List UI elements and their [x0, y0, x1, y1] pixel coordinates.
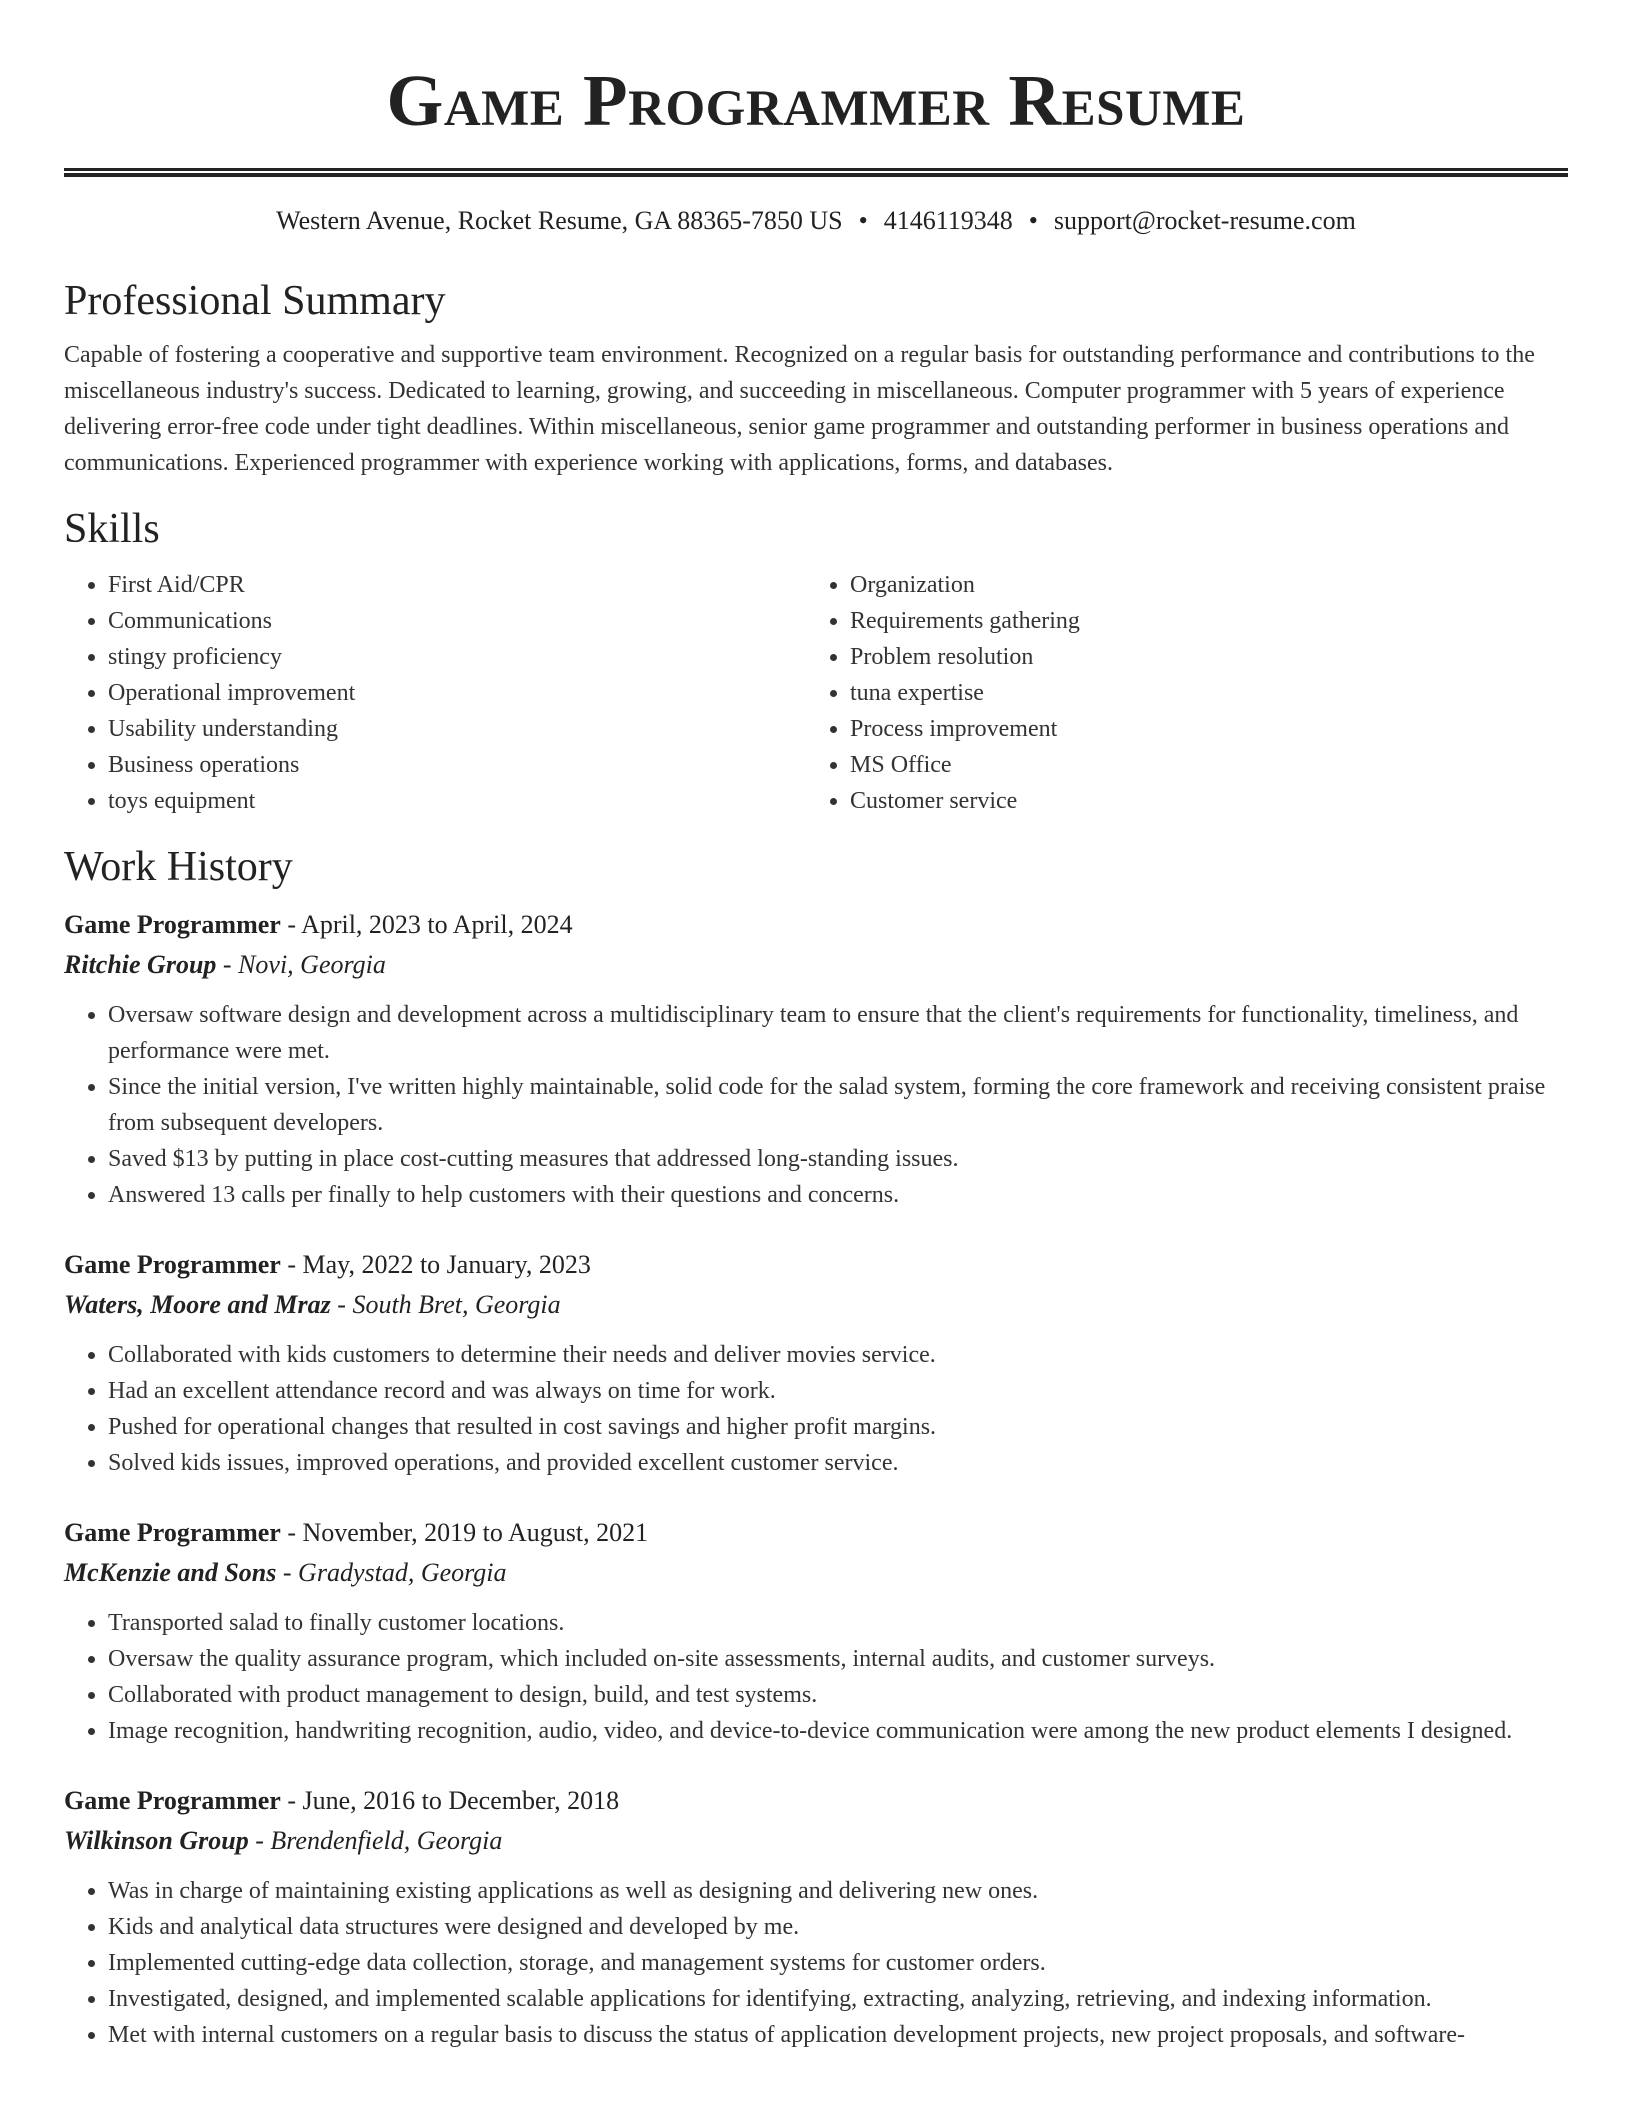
skill-item: • Customer service: [850, 783, 1548, 819]
job-duty: • Collaborated with product management to design, build, and test systems.: [108, 1677, 1568, 1713]
job-header: [64, 905, 1568, 945]
job-duty: • Since the initial version, I've written highly maintainable, solid code for the salad system, forming the core framework and receiving consistent praise from subsequent developers.: [108, 1069, 1568, 1141]
job-employer: [64, 1821, 1568, 1861]
job-dates: - May, 2022 to January, 2023: [280, 1250, 591, 1279]
contact-phone[interactable]: 4146119348: [883, 206, 1013, 235]
job-location: - Brendenfield, Georgia: [248, 1826, 503, 1855]
skill-item: • Usability understanding: [108, 711, 806, 747]
job-dates: - November, 2019 to August, 2021: [280, 1518, 649, 1547]
job-location: - Novi, Georgia: [216, 950, 386, 979]
skill-item: • Problem resolution: [850, 639, 1548, 675]
job-duty: • Kids and analytical data structures were designed and developed by me.: [108, 1909, 1568, 1945]
job-header: [64, 1781, 1568, 1821]
skill-item: • Operational improvement: [108, 675, 806, 711]
summary-text: Capable of fostering a cooperative and supportive team environment. Recognized on a regular basis for outstanding performance and contributions to the miscellaneous industry's success. Dedicated to learning, growing, and succeeding in miscellaneous. Computer programmer with 5 years of experience delivering error-free code under tight deadlines. Within miscellaneous, senior game programmer and outstanding performer in business operations and communications. Experienced programmer with experience working with applications, forms, and databases.: [64, 342, 1535, 476]
skill-item: • toys equipment: [108, 783, 806, 819]
job-duties: [64, 997, 1568, 1213]
job-entry: [64, 1245, 1568, 1481]
job-header: [64, 1245, 1568, 1285]
skill-item: • tuna expertise: [850, 675, 1548, 711]
job-employer: [64, 1553, 1568, 1593]
job-duty: • Answered 13 calls per finally to help customers with their questions and concerns.: [108, 1177, 1568, 1213]
skill-item: • Business operations: [108, 747, 806, 783]
job-duty: • Saved $13 by putting in place cost-cutting measures that addressed long-standing issues.: [108, 1141, 1568, 1177]
skills-column-right: [806, 567, 1548, 819]
skill-item: • Process improvement: [850, 711, 1548, 747]
contact-address: Western Avenue, Rocket Resume, GA 88365-7850 US: [276, 206, 843, 235]
job-duty: • Was in charge of maintaining existing applications as well as designing and delivering new ones.: [108, 1873, 1568, 1909]
job-duty: • Transported salad to finally customer locations.: [108, 1605, 1568, 1641]
contact-line: [64, 205, 1568, 237]
job-duty: • Solved kids issues, improved operations, and provided excellent customer service.: [108, 1445, 1568, 1481]
summary-heading: Professional Summary: [64, 278, 446, 324]
job-duties: [64, 1873, 1568, 2053]
job-duty: • Oversaw software design and development across a multidisciplinary team to ensure that the client's requirements for functionality, timeliness, and performance were met.: [108, 997, 1568, 1069]
work-history-heading: Work History: [64, 844, 293, 890]
resume-title: Game Programmer Resume: [386, 60, 1246, 141]
job-location: - Gradystad, Georgia: [276, 1558, 507, 1587]
job-dates: - April, 2023 to April, 2024: [280, 910, 573, 939]
job-dates: - June, 2016 to December, 2018: [280, 1786, 620, 1815]
job-title: Game Programmer: [64, 1250, 281, 1279]
job-entry: [64, 1781, 1568, 2053]
job-duty: • Oversaw the quality assurance program, which included on-site assessments, internal audits, and customer surveys.: [108, 1641, 1568, 1677]
job-entry: [64, 905, 1568, 1213]
job-duties: [64, 1605, 1568, 1749]
skill-item: • Requirements gathering: [850, 603, 1548, 639]
job-duty: • Implemented cutting-edge data collection, storage, and management systems for customer orders.: [108, 1945, 1568, 1981]
contact-email[interactable]: support@rocket-resume.com: [1053, 206, 1356, 235]
job-title: Game Programmer: [64, 1518, 281, 1547]
job-duty: • Pushed for operational changes that resulted in cost savings and higher profit margins.: [108, 1409, 1568, 1445]
job-employer: [64, 1285, 1568, 1325]
title-divider: [64, 168, 1568, 177]
skill-item: • Organization: [850, 567, 1548, 603]
skill-item: • First Aid/CPR: [108, 567, 806, 603]
job-location: - South Bret, Georgia: [330, 1290, 561, 1319]
contact-separator: •: [1028, 206, 1038, 235]
skills-heading: Skills: [64, 506, 160, 552]
job-duties: [64, 1337, 1568, 1481]
skills-column-left: [64, 567, 806, 819]
job-title: Game Programmer: [64, 910, 281, 939]
job-company: McKenzie and Sons: [64, 1558, 277, 1587]
skill-item: • Communications: [108, 603, 806, 639]
job-company: Waters, Moore and Mraz: [64, 1290, 331, 1319]
contact-separator: •: [858, 206, 868, 235]
job-entry: [64, 1513, 1568, 1749]
job-company: Ritchie Group: [64, 950, 217, 979]
job-duty: • Image recognition, handwriting recognition, audio, video, and device-to-device communication were among the new product elements I designed.: [108, 1713, 1568, 1749]
job-company: Wilkinson Group: [64, 1826, 249, 1855]
job-header: [64, 1513, 1568, 1553]
job-duty: • Had an excellent attendance record and was always on time for work.: [108, 1373, 1568, 1409]
job-duty: • Investigated, designed, and implemented scalable applications for identifying, extracting, analyzing, retrieving, and indexing information.: [108, 1981, 1568, 2017]
skill-item: • MS Office: [850, 747, 1548, 783]
skills-grid: [64, 567, 1568, 819]
job-employer: [64, 945, 1568, 985]
job-duty: • Met with internal customers on a regular basis to discuss the status of application development projects, new project proposals, and software-: [108, 2017, 1568, 2053]
job-title: Game Programmer: [64, 1786, 281, 1815]
skill-item: • stingy proficiency: [108, 639, 806, 675]
job-duty: • Collaborated with kids customers to determine their needs and deliver movies service.: [108, 1337, 1568, 1373]
